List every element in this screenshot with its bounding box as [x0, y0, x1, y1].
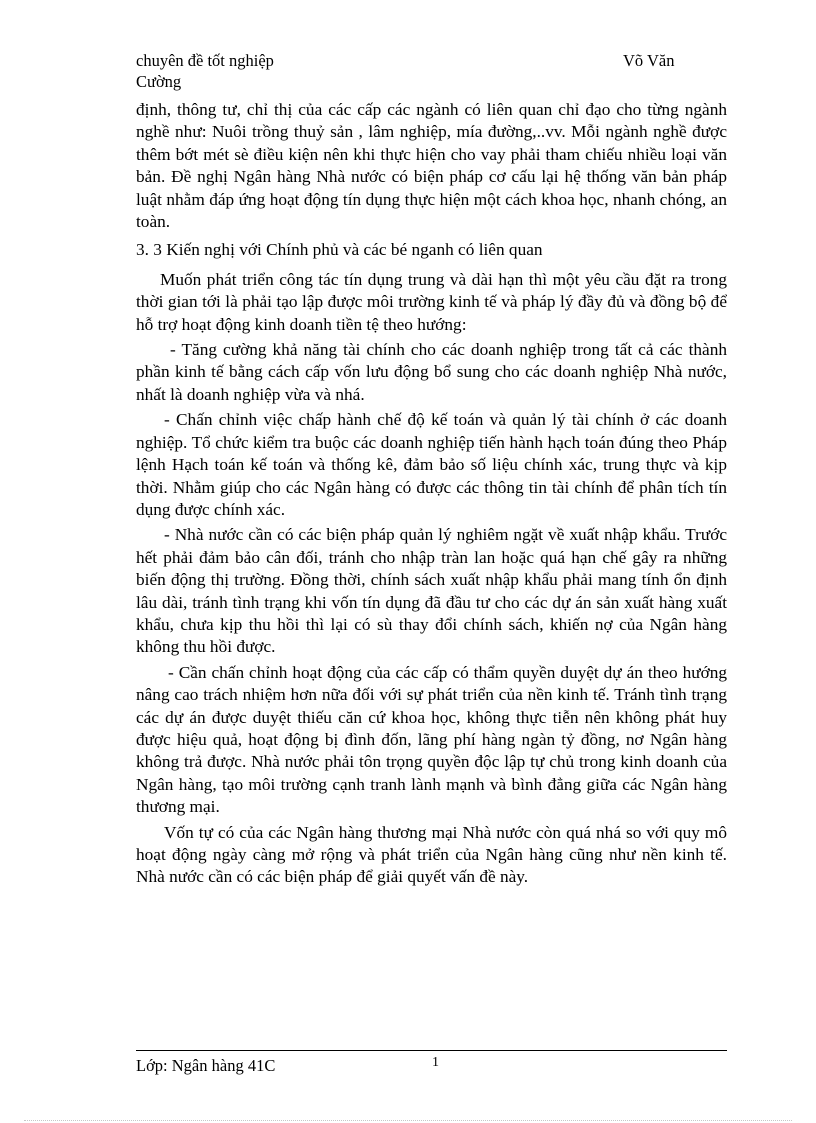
- page-number: 1: [432, 1055, 439, 1070]
- header-document-title: chuyên đề tốt nghiệp: [136, 51, 274, 70]
- body-paragraph-3: - Tăng cường khả năng tài chính cho các doanh nghiệp trong tất cả các thành phần kinh tế bằng cách cấp vốn lưu động bổ sung cho các doanh nghiệp Nhà nước, nhất là doanh nghiệp vừa và nhá.: [136, 340, 727, 404]
- body-paragraph-6: - Cần chấn chỉnh hoạt động của các cấp có thẩm quyền duyệt dự án theo hướng nâng cao trách nhiệm hơn nữa đối với sự phát triển của nền kinh tế. Tránh tình trạng các dự án được duyệt thiếu căn cứ khoa học, không thực tiễn nên không phát huy được hiệu quả, hoạt động bị đình đốn, lãng phí hàng ngàn tỷ đồng, nơ Ngân hàng không trả được. Nhà nước phải tôn trọng quyền độc lập tự chủ trong kinh doanh của Ngân hàng, tạo môi trường cạnh tranh lành mạnh và bình đẳng giữa các Ngân hàng thương mại.: [136, 662, 727, 817]
- body-paragraph-7: Vốn tự có của các Ngân hàng thương mại Nhà nước còn quá nhá so với quy mô hoạt động ngày càng mở rộng và phát triển của Ngân hàng cũng như nền kinh tế. Nhà nước cần có các biện pháp để giải quyết vấn đề này.: [136, 822, 727, 887]
- footer-class-label: Lớp: Ngân hàng 41C: [136, 1056, 276, 1075]
- header-author-name-continued: Cường: [136, 72, 182, 91]
- body-paragraph-2: Muốn phát triển công tác tín dụng trung và dài hạn thì một yêu cầu đặt ra trong thời gian tới là phải tạo lập được môi trường kinh tế và pháp lý đầy đủ và đồng bộ để hỗ trợ hoạt động kinh doanh tiền tệ theo hướng:: [136, 269, 727, 334]
- document-body: [136, 99, 727, 892]
- page-bottom-edge: [24, 1120, 792, 1121]
- header-author-name: Võ Văn: [623, 51, 675, 70]
- section-heading: 3. 3 Kiến nghị với Chính phủ và các bé nganh có liên quan: [136, 240, 543, 260]
- body-paragraph-5: - Nhà nước cần có các biện pháp quản lý nghiêm ngặt về xuất nhập khẩu. Trước hết phải đảm bảo cân đối, tránh cho nhập tràn lan hoặc quá hạn chế gây ra những biến động thị trường. Đồng thời, chính sách xuất nhập khẩu phải mang tính ổn định lâu dài, tránh tình trạng khi vốn tín dụng đã đầu tư cho các dự án sản xuất hàng xuất khẩu, chưa kịp thu hồi thì lại có sù thay đổi chính sách, khiến nợ của Ngân hàng không thu hồi được.: [136, 525, 727, 657]
- footer-divider: [136, 1050, 727, 1051]
- body-paragraph-1: định, thông tư, chỉ thị của các cấp các ngành có liên quan chỉ đạo cho từng ngành nghề như: Nuôi trồng thuỷ sản , lâm nghiệp, mía đường,..vv. Mỗi ngành nghề được thêm bớt mét sè điều kiện nên khi thực hiện cho vay phải tham chiếu nhiều loại văn bản. Đề nghị Ngân hàng Nhà nước có biện pháp cơ cấu lại hệ thống văn bản pháp luật nhằm đáp ứng hoạt động tín dụng thực hiện một cách khoa học, nhanh chóng, an toàn.: [136, 100, 727, 232]
- body-paragraph-4: - Chấn chỉnh việc chấp hành chế độ kế toán và quản lý tài chính ở các doanh nghiệp. Tổ chức kiểm tra buộc các doanh nghiệp tiến hành hạch toán đúng theo Pháp lệnh Hạch toán kế toán và thống kê, đảm bảo số liệu chính xác, trung thực và kịp thời. Nhằm giúp cho các Ngân hàng có được các thông tin tài chính để phân tích tín dụng được chính xác.: [136, 410, 727, 519]
